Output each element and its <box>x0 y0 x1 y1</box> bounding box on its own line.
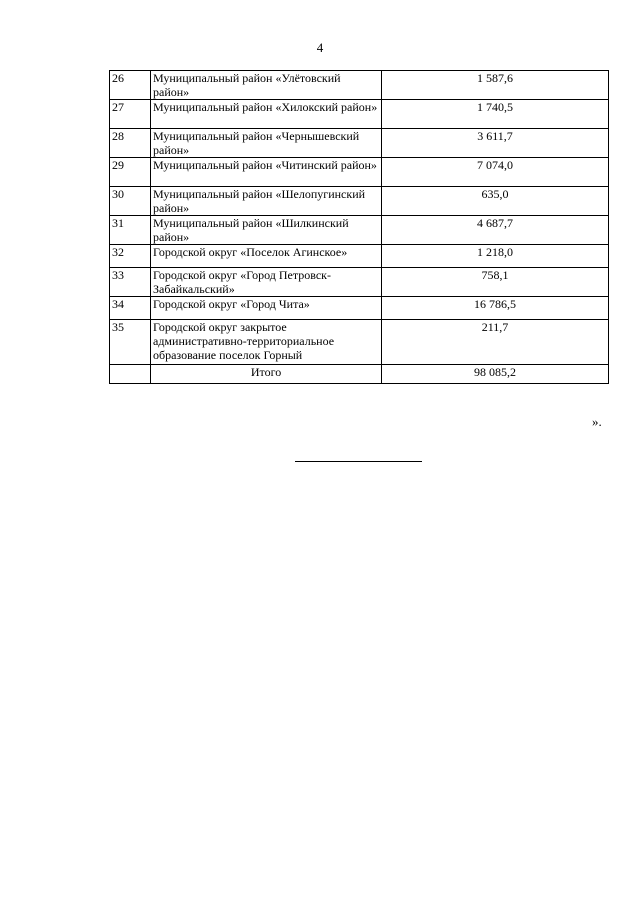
municipality-name: Муниципальный район «Чернышевский район» <box>151 129 382 158</box>
municipality-name: Муниципальный район «Шелопугинский район» <box>151 187 382 216</box>
separator-line <box>295 461 422 462</box>
table-row <box>110 100 609 129</box>
row-number: 33 <box>110 268 151 297</box>
allocation-table <box>109 70 609 384</box>
table-row <box>110 71 609 100</box>
amount-value: 16 786,5 <box>382 297 609 320</box>
row-number: 26 <box>110 71 151 100</box>
municipality-name: Городской округ «Город Петровск-Забайкальский» <box>151 268 382 297</box>
table-row <box>110 297 609 320</box>
table-row <box>110 245 609 268</box>
amount-value: 635,0 <box>382 187 609 216</box>
municipality-name: Городской округ «Поселок Агинское» <box>151 245 382 268</box>
municipality-name: Муниципальный район «Хилокский район» <box>151 100 382 129</box>
row-number: 31 <box>110 216 151 245</box>
row-number: 30 <box>110 187 151 216</box>
amount-value: 7 074,0 <box>382 158 609 187</box>
table-row <box>110 187 609 216</box>
page-number: 4 <box>316 40 324 55</box>
amount-value: 4 687,7 <box>382 216 609 245</box>
closing-quote: ». <box>592 414 602 429</box>
amount-value: 758,1 <box>382 268 609 297</box>
row-number: 27 <box>110 100 151 129</box>
table-row <box>110 216 609 245</box>
total-row <box>110 365 609 384</box>
amount-value: 1 587,6 <box>382 71 609 100</box>
row-number: 29 <box>110 158 151 187</box>
table-row <box>110 320 609 365</box>
amount-value: 211,7 <box>382 320 609 365</box>
amount-value: 3 611,7 <box>382 129 609 158</box>
municipality-name: Муниципальный район «Читинский район» <box>151 158 382 187</box>
table-row <box>110 158 609 187</box>
municipality-name: Муниципальный район «Шилкинский район» <box>151 216 382 245</box>
row-number: 34 <box>110 297 151 320</box>
row-number: 35 <box>110 320 151 365</box>
amount-value: 1 218,0 <box>382 245 609 268</box>
total-empty-cell <box>110 365 151 384</box>
table-row <box>110 129 609 158</box>
row-number: 32 <box>110 245 151 268</box>
total-label: Итого <box>151 365 382 384</box>
municipality-name: Городской округ «Город Чита» <box>151 297 382 320</box>
amount-value: 1 740,5 <box>382 100 609 129</box>
total-value: 98 085,2 <box>382 365 609 384</box>
municipality-name: Городской округ закрытое административно-территориальное образование поселок Горный <box>151 320 382 365</box>
municipality-name: Муниципальный район «Улётовский район» <box>151 71 382 100</box>
table-row <box>110 268 609 297</box>
row-number: 28 <box>110 129 151 158</box>
